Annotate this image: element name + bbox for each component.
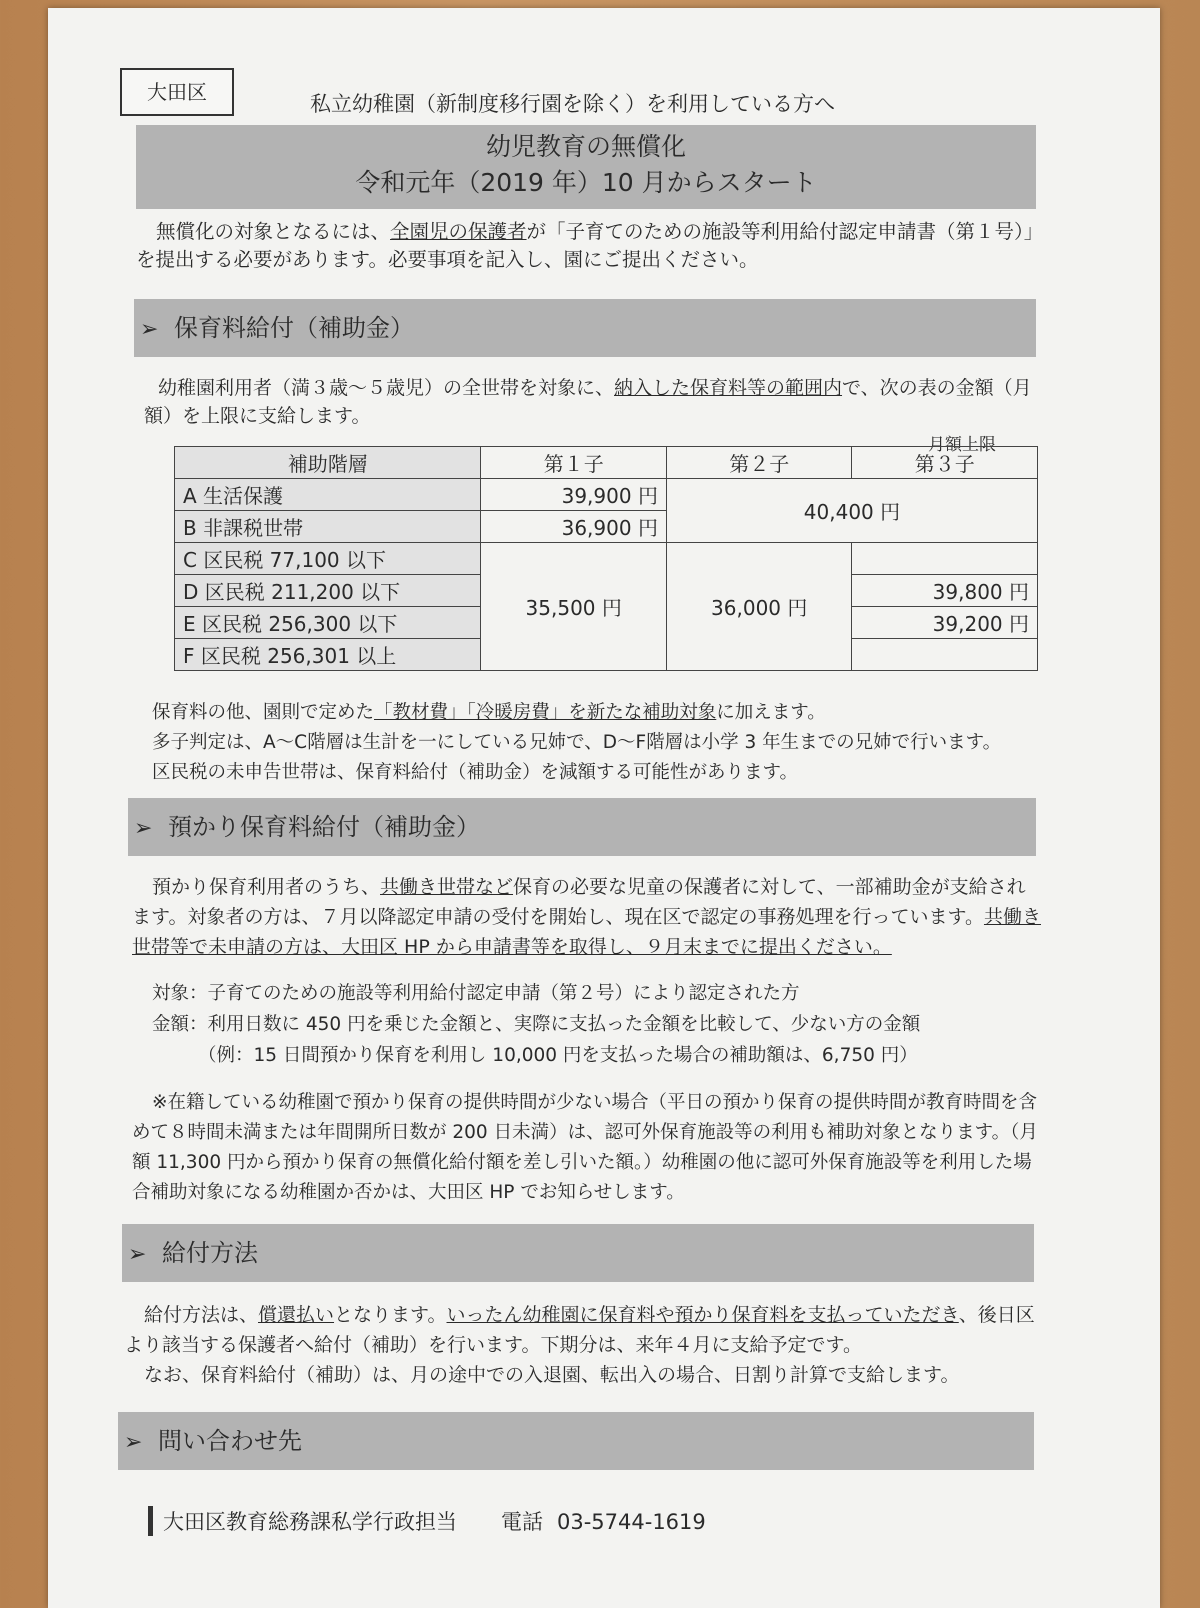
tier-b: B 非課税世帯 [175, 511, 481, 543]
title-line-1: 幼児教育の無償化 [485, 132, 686, 161]
phone-number: 03-5744-1619 [557, 1510, 706, 1534]
b-first-amount: 36,900 円 [481, 511, 667, 543]
amount-line: 金額：利用日数に 450 円を乗じた金額と、実際に支払った金額を比較して、少ない方の金額 [152, 1014, 921, 1035]
arrow-icon: ➢ [140, 317, 159, 342]
e-third-amount: 39,200 円 [852, 607, 1038, 639]
phone-label: 電話 [501, 1510, 543, 1534]
c-third-amount [852, 543, 1038, 575]
d-third-amount: 39,800 円 [852, 575, 1038, 607]
arrow-icon: ➢ [134, 816, 153, 841]
table-row [175, 543, 1038, 575]
arrow-icon: ➢ [124, 1430, 143, 1455]
cf-second-amount: 36,000 円 [666, 543, 852, 671]
ab-second-third-amount: 40,400 円 [666, 479, 1037, 543]
cf-first-amount: 35,500 円 [481, 543, 667, 671]
subsidy-table [174, 446, 1038, 671]
contact-office: 大田区教育総務課私学行政担当 [163, 1510, 457, 1534]
section1-notes: 保育料の他、園則で定めた「教材費」「冷暖房費」を新たな補助対象に加えます。 多子判定は、A〜C階層は生計を一にしている兄姉で、D〜F階層は小学 3 年生までの兄姉で行います。 区民税の未申告世帯は、保育料給付（補助金）を減額する可能性があります。 [152, 702, 1002, 783]
audience-line: 私立幼稚園（新制度移行園を除く）を利用している方へ [310, 92, 835, 116]
title-line-2: 令和元年（2019 年）10 月からスタート [355, 168, 817, 197]
header-tier: 補助階層 [175, 447, 481, 479]
intro-paragraph: 無償化の対象となるには、全園児の保護者が「子育てのための施設等利用給付認定申請書（第１号）」を提出する必要があります。必要事項を記入し、園にご提出ください。 [136, 220, 1034, 271]
title-banner [136, 125, 1036, 209]
section-header-childcare-fee: ➢ 保育料給付（補助金） [134, 299, 1036, 357]
section-header-contact: ➢ 問い合わせ先 [118, 1412, 1034, 1470]
tier-a: A 生活保護 [175, 479, 481, 511]
table-header-row [175, 447, 1038, 479]
tier-e: E 区民税 256,300 以下 [175, 607, 481, 639]
arrow-icon: ➢ [128, 1242, 147, 1267]
header-second-child: 第２子 [666, 447, 852, 479]
intro-underlined: 全園児の保護者 [390, 220, 527, 243]
ward-label: 大田区 [120, 68, 234, 116]
section-header-extended-care-fee: ➢ 預かり保育料給付（補助金） [128, 798, 1036, 856]
section2-details [152, 978, 1052, 1071]
a-first-amount: 39,900 円 [481, 479, 667, 511]
section1-description: 幼稚園利用者（満３歳〜５歳児）の全世帯を対象に、納入した保育料等の範囲内で、次の表の金額（月額）を上限に支給します。 [144, 377, 1032, 427]
contact-line [148, 1506, 750, 1536]
example-line: （例：15 日間預かり保育を利用し 10,000 円を支払った場合の補助額は、6,750 円） [198, 1045, 918, 1066]
header-third-child: 第３子 [852, 447, 1038, 479]
tier-d: D 区民税 211,200 以下 [175, 575, 481, 607]
section2-note: ※在籍している幼稚園で預かり保育の提供時間が少ない場合（平日の預かり保育の提供時間が教育時間を含めて８時間未満または年間開所日数が 200 日未満）は、認可外保育施設等の利用も補助対象となります。（月額 11,300 円から預かり保育の無償化給付額を差し引いた額。）幼稚園の他に認可外保育施設等を利用した場合補助対象になる幼稚園か否かは、大田区 HP でお知らせします。 [132, 1092, 1038, 1203]
section3-body: 給付方法は、償還払いとなります。いったん幼稚園に保育料や預かり保育料を支払っていただき、後日区より該当する保護者へ給付（補助）を行います。下期分は、来年４月に支給予定です。 なお、保育料給付（補助）は、月の途中での入退園、転出入の場合、日割り計算で支給します。 [124, 1304, 1035, 1386]
tier-c: C 区民税 77,100 以下 [175, 543, 481, 575]
table-row [175, 479, 1038, 511]
section2-paragraph: 預かり保育利用者のうち、共働き世帯など保育の必要な児童の保護者に対して、一部補助金が支給されます。対象者の方は、７月以降認定申請の受付を開始し、現在区で認定の事務処理を行っています。共働き世帯等で未申請の方は、大田区 HP から申請書等を取得し、９月末までに提出ください。 [132, 876, 1041, 958]
section-header-payment-method: ➢ 給付方法 [122, 1224, 1034, 1282]
flyer-page [48, 8, 1160, 1608]
f-third-amount [852, 639, 1038, 671]
target-line: 対象：子育てのための施設等利用給付認定申請（第２号）により認定された方 [152, 983, 800, 1004]
monthly-limit-note: 月額上限 [928, 435, 996, 455]
header-first-child: 第１子 [481, 447, 667, 479]
tier-f: F 区民税 256,301 以上 [175, 639, 481, 671]
